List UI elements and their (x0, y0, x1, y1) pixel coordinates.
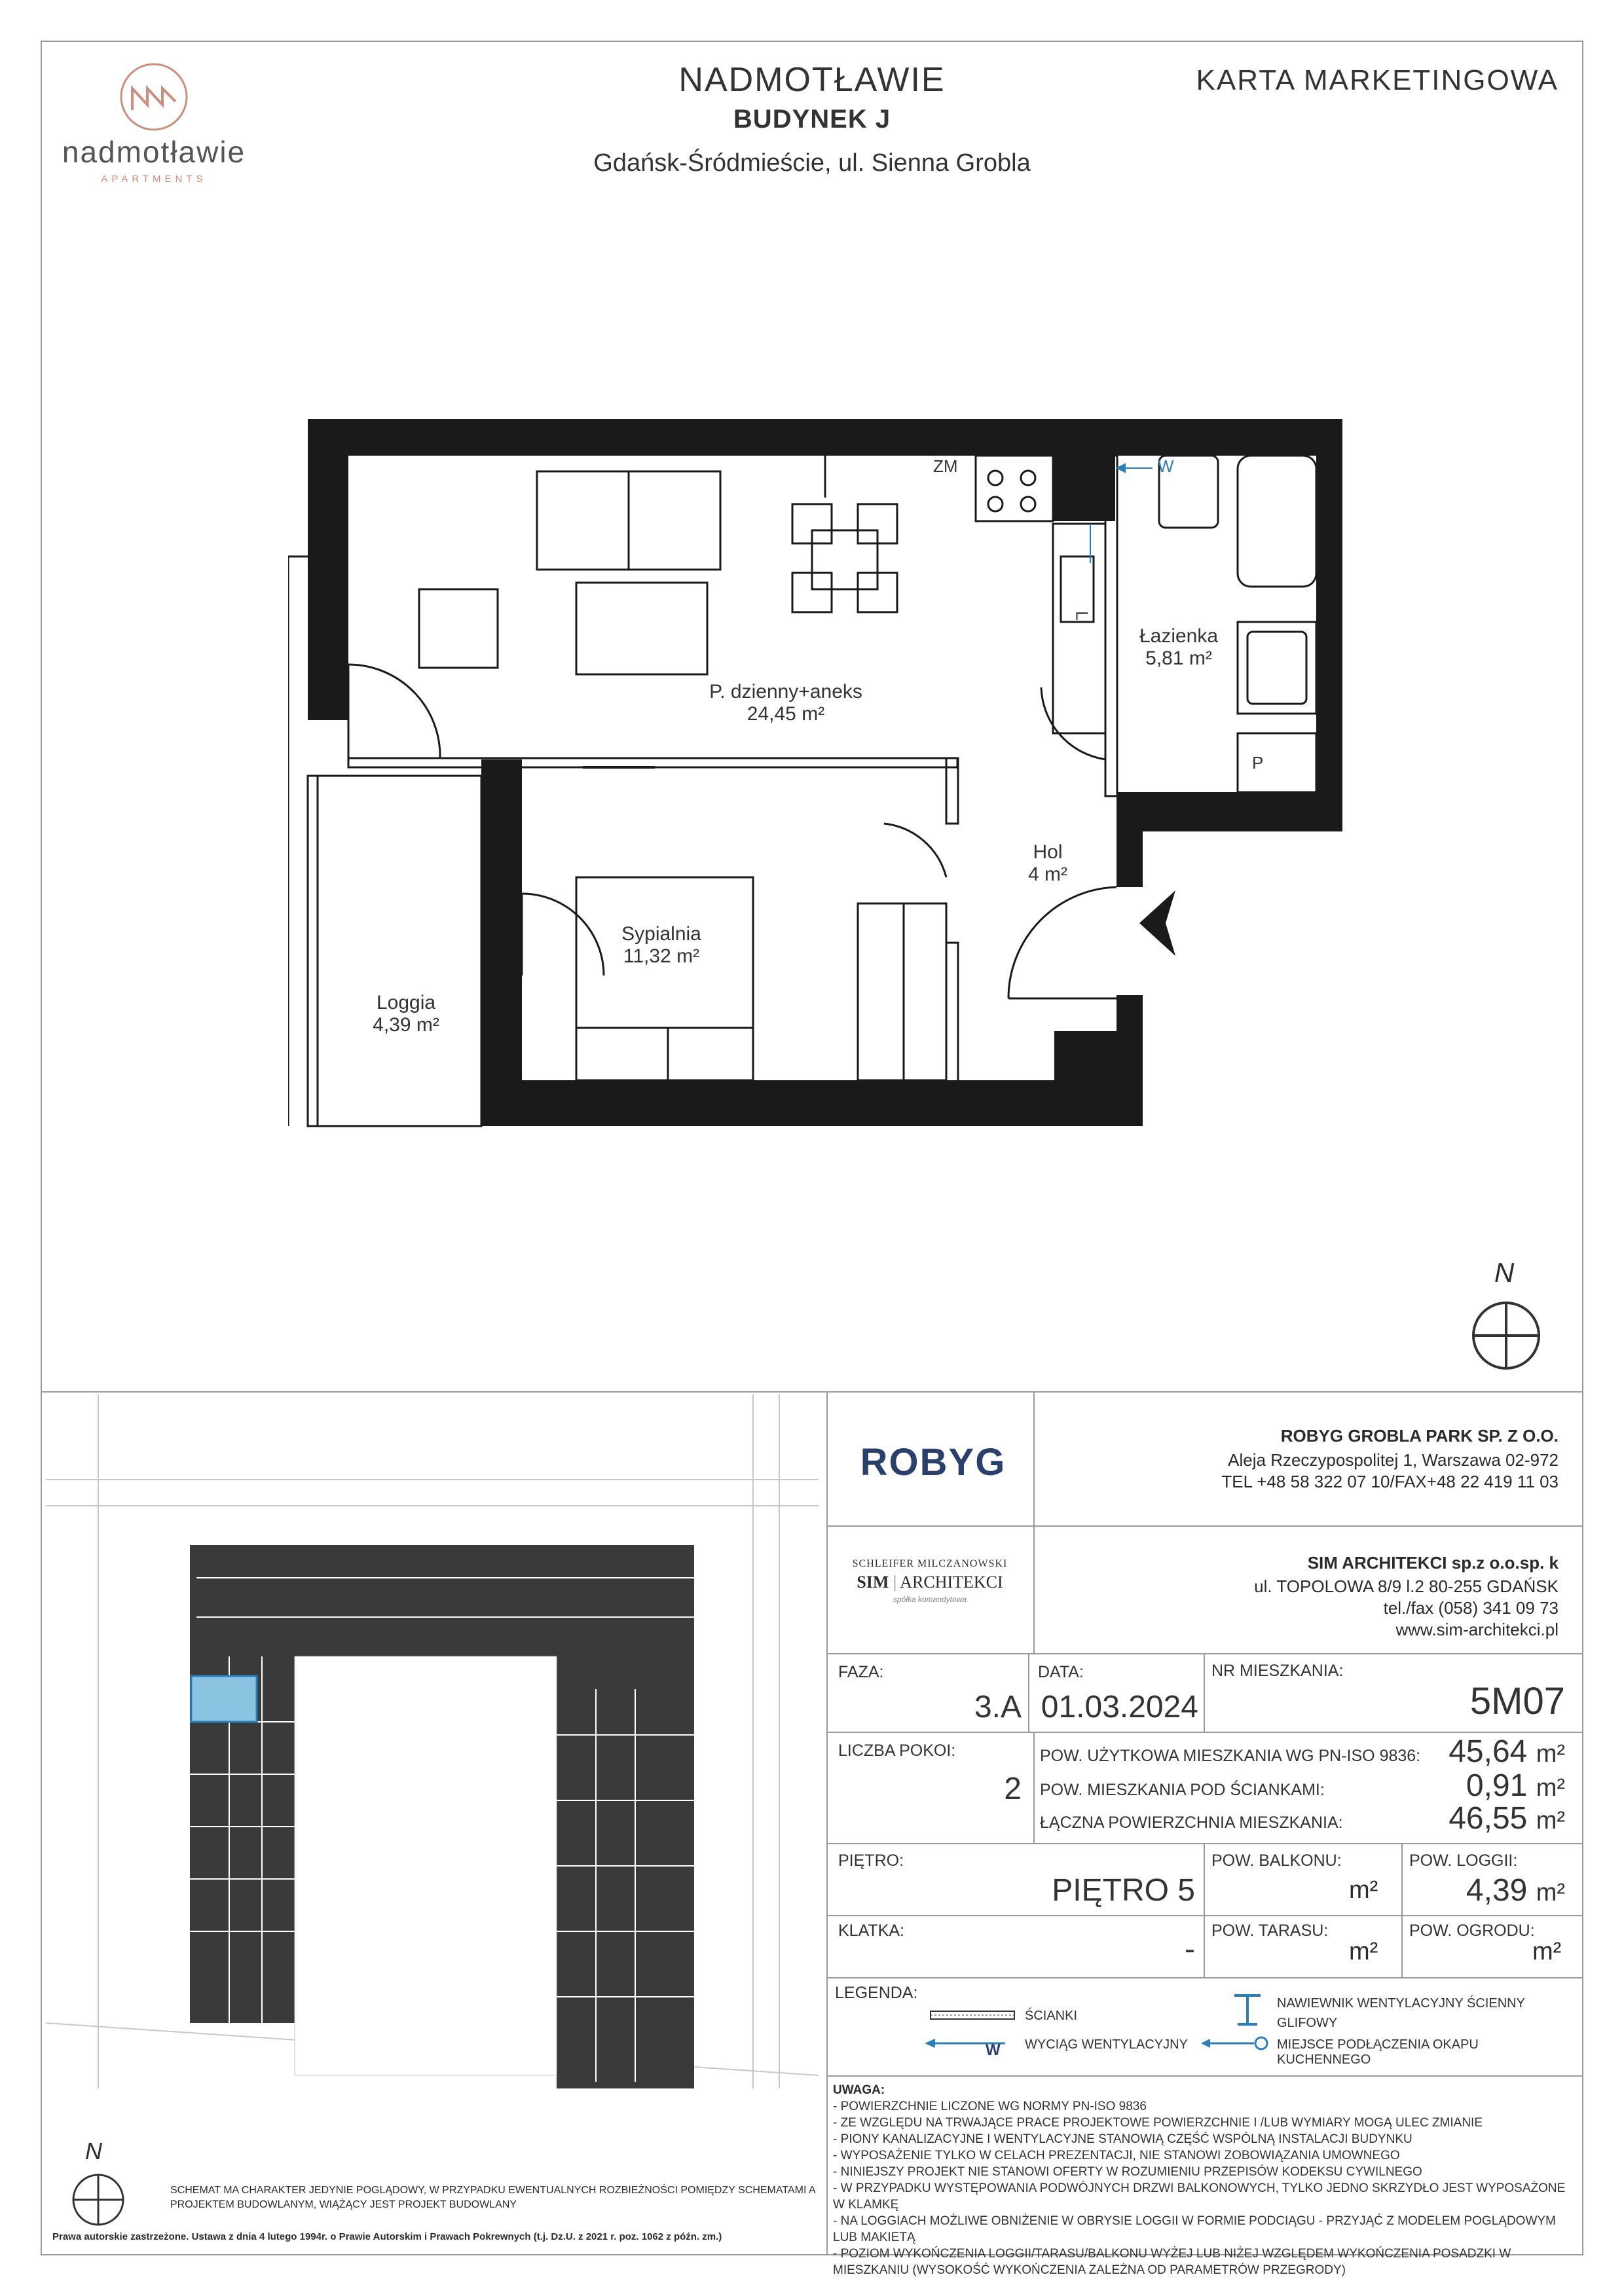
nr-value: 5M07 (1469, 1680, 1565, 1722)
row-line (826, 1915, 1583, 1916)
keyplan-north-label: N (85, 2138, 102, 2164)
architect-address: ul. TOPOLOWA 8/9 l.2 80-255 GDAŃSK (1254, 1576, 1559, 1596)
klatka-label: KLATKA: (838, 1922, 904, 1940)
floor-plan (288, 406, 1349, 1152)
col-line (1033, 1732, 1035, 1843)
plan-divider (41, 1391, 1583, 1393)
logo-subtext: APARTMENTS (101, 173, 207, 185)
copyright-note: Prawa autorskie zastrzeżone. Ustawa z dnia 4 lutego 1994r. o Prawie Autorskim i Prawach Pokrewnych (t.j. Dz.U. z 2021 r. poz. 1062 z późn. zm.) (52, 2231, 722, 2242)
architect-name: SIM ARCHITEKCI sp.z o.o.sp. k (1307, 1553, 1559, 1573)
row-line (826, 1525, 1583, 1527)
architect-logo: SCHLEIFER MILCZANOWSKI SIM | ARCHITEKCI spółka komandytowa (832, 1558, 1028, 1604)
klatka-value: - (1185, 1932, 1195, 1967)
architect-logo-bottom: spółka komandytowa (893, 1595, 967, 1604)
balkon-label: POW. BALKONU: (1211, 1851, 1342, 1870)
developer-name: ROBYG GROBLA PARK SP. Z O.O. (1280, 1426, 1559, 1446)
apartment-highlight (191, 1676, 257, 1722)
keyplan-compass-icon (69, 2170, 128, 2229)
note-item: - POWIERZCHNIE LICZONE WG NORMY PN-ISO 9836 (833, 2100, 1147, 2113)
legend-hood: MIEJSCE PODŁĄCZENIA OKAPU KUCHENNEGO (1277, 2037, 1479, 2067)
pietro-value: PIĘTRO 5 (1052, 1873, 1195, 1908)
developer-address: Aleja Rzeczypospolitej 1, Warszawa 02-972 (1228, 1450, 1559, 1470)
architect-logo-right: ARCHITEKCI (900, 1573, 1003, 1592)
schemat-note: SCHEMAT MA CHARAKTER JEDYNIE POGLĄDOWY, W PRZYPADKU EWENTUALNYCH ROZBIEŻNOŚCI POMIĘDZY SCHEMATAMI A PROJEKTEM BUDOWLANYM, WIĄŻĄCY JEST PROJEKT BUDOWLANY (170, 2185, 815, 2210)
north-label: N (1494, 1257, 1515, 1288)
developer-logo: ROBYG (860, 1441, 1006, 1484)
note-item: - NA LOGGIACH MOŻLIWE OBNIŻENIE W OBRYSIE LOGGII W FORMIE PODCIĄGU - PRZYJĄĆ Z MODELEM POGLĄDOWYM LUB MAKIETĄ (833, 2214, 1556, 2244)
table-left-border (826, 1391, 828, 2255)
room-hall: Hol 4 m² (1028, 841, 1067, 885)
row-line (826, 2075, 1583, 2077)
notes-block (833, 2082, 1573, 2278)
logo-text: nadmotławie (62, 135, 246, 169)
row-line (826, 1843, 1583, 1844)
col-line (1401, 1843, 1403, 1977)
pow-scianki-value: 0,91 m² (1466, 1768, 1565, 1803)
brand-logo (59, 52, 249, 190)
col-line (1204, 1843, 1205, 1977)
balkon-unit: m² (1349, 1876, 1378, 1904)
developer-phone: TEL +48 58 322 07 10/FAX+48 22 419 11 03 (1221, 1472, 1559, 1491)
legend-wall-vent: NAWIEWNIK WENTYLACYJNY ŚCIENNY GLIFOWY (1277, 1996, 1525, 2030)
room-living: P. dzienny+aneks 24,45 m² (709, 681, 862, 725)
col-line (1028, 1653, 1029, 1732)
pow-laczna-label: ŁĄCZNA POWIERZCHNIA MIESZKANIA: (1040, 1813, 1343, 1832)
fixture-zm: ZM (933, 456, 958, 476)
architect-logo-left: SIM (857, 1573, 889, 1592)
architect-web: www.sim-architekci.pl (1395, 1620, 1559, 1639)
building-title: BUDYNEK J (733, 105, 891, 134)
taras-label: POW. TARASU: (1211, 1922, 1329, 1940)
room-bedroom: Sypialnia 11,32 m² (621, 923, 701, 967)
row-line (826, 1977, 1583, 1978)
architect-logo-top: SCHLEIFER MILCZANOWSKI (852, 1558, 1008, 1569)
note-item: - W PRZYPADKU WYSTĘPOWANIA PODWÓJNYCH DRZWI BALKONOWYCH, TYLKO JEDNO SKRZYDŁO JEST WYPOSAŻONE W KLAMKĘ (833, 2181, 1566, 2212)
note-item: - POZIOM WYKOŃCZENIA LOGGII/TARASU/BALKONU WYŻEJ LUB NIŻEJ WZGLĘDEM WYKOŃCZENIA POSADZKI W MIESZKANIU (WYSOKOŚĆ WYKOŃCZENIA ZALEŻNA OD PARAMETRÓW PRZEGRODY) (833, 2247, 1511, 2277)
note-item: - PIONY KANALIZACYJNE I WENTYLACYJNE STANOWIĄ CZĘŚĆ WSPÓLNĄ INSTALACJI BUDYNKU (833, 2132, 1412, 2146)
ogrod-label: POW. OGRODU: (1409, 1922, 1535, 1940)
note-item: - WYPOSAŻENIE TYLKO W CELACH PREZENTACJI, NIE STANOWI ZOBOWIĄZANIA UMOWNEGO (833, 2149, 1400, 2162)
legend-w: W (986, 2041, 1001, 2059)
loggia-label: POW. LOGGII: (1409, 1851, 1518, 1870)
notes-title: UWAGA: (833, 2083, 885, 2097)
partition-wall-icon (930, 2009, 1015, 2022)
legend-exhaust: WYCIĄG WENTYLACYJNY (1025, 2037, 1188, 2052)
logo-mark-icon (59, 52, 249, 137)
pow-laczna-value: 46,55 m² (1449, 1801, 1565, 1836)
row-line (826, 1653, 1583, 1654)
pow-scianki-label: POW. MIESZKANIA POD ŚCIANKAMI: (1040, 1781, 1325, 1799)
note-item: - NINIEJSZY PROJEKT NIE STANOWI OFERTY W ROZUMIENIU PRZEPISÓW KODEKSU CYWILNEGO (833, 2165, 1422, 2179)
data-value: 01.03.2024 (1041, 1690, 1198, 1724)
loggia-value: 4,39 m² (1466, 1873, 1565, 1908)
fixture-w: W (1158, 456, 1174, 476)
note-item: - ZE WZGLĘDU NA TRWAJĄCE PRACE PROJEKTOWE POWIERZCHNIE I /LUB WYMIARY MOGĄ ULEC ZMIANIE (833, 2116, 1483, 2130)
pow-uzyt-label: POW. UŻYTKOWA MIESZKANIA WG PN-ISO 9836: (1040, 1747, 1421, 1765)
compass-icon (1467, 1296, 1545, 1375)
data-label: DATA: (1038, 1663, 1084, 1681)
faza-value: 3.A (974, 1690, 1022, 1724)
pokoje-value: 2 (1004, 1772, 1022, 1806)
faza-label: FAZA: (838, 1663, 884, 1681)
row-line (826, 1732, 1583, 1733)
col-line (1204, 1653, 1205, 1732)
card-type: KARTA MARKETINGOWA (1196, 64, 1559, 96)
logo-column-divider (1033, 1391, 1035, 1653)
legend-title: LEGENDA: (835, 1984, 918, 2002)
entrance-arrow-icon (1139, 890, 1175, 956)
room-bathroom: Łazienka 5,81 m² (1139, 625, 1219, 669)
pow-uzyt-value: 45,64 m² (1449, 1734, 1565, 1769)
architect-phone: tel./fax (058) 341 09 73 (1383, 1598, 1559, 1618)
hood-connection-icon (1198, 2035, 1270, 2052)
key-plan (46, 1394, 819, 2088)
pietro-label: PIĘTRO: (838, 1851, 904, 1870)
fixture-l: L (1072, 611, 1092, 621)
fixture-p: P (1252, 753, 1264, 773)
address-line: Gdańsk-Śródmieście, ul. Sienna Grobla (593, 149, 1031, 177)
legend-partition: ŚCIANKI (1025, 2009, 1078, 2023)
taras-unit: m² (1349, 1938, 1378, 1965)
nr-label: NR MIESZKANIA: (1211, 1662, 1344, 1680)
project-title: NADMOTŁAWIE (678, 61, 946, 99)
room-loggia: Loggia 4,39 m² (373, 992, 439, 1036)
ogrod-unit: m² (1532, 1938, 1562, 1965)
wall-vent-icon (1231, 1990, 1264, 2030)
pokoje-label: LICZBA POKOI: (838, 1741, 956, 1760)
